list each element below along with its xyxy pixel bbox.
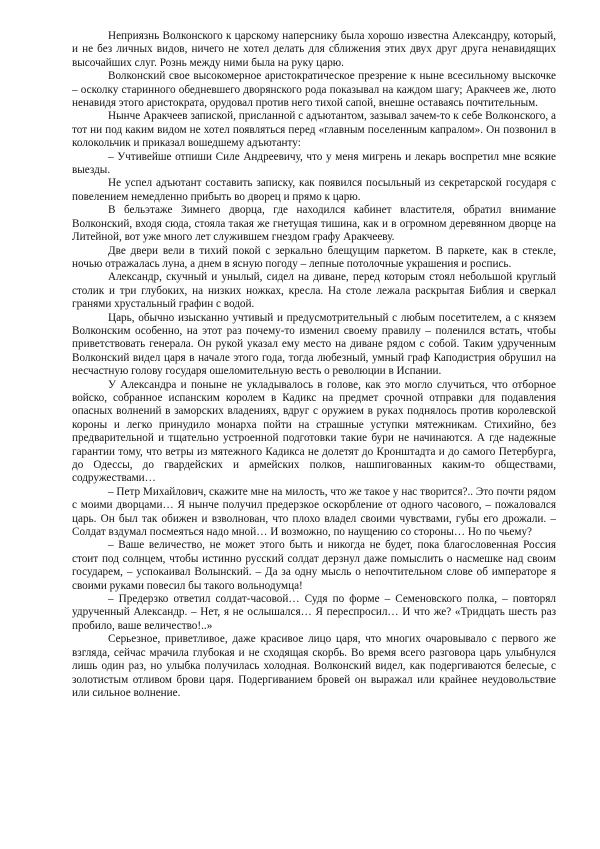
paragraph: – Ваше величество, не может этого быть и никогда не будет, пока благословенная Россия стоит под солнцем, чтобы истинно русский солдат дерзнул даже помыслить о насмешке над своим государем, – успокаивал Волынский. – Да за одну мысль о непочтительном слове об императоре я своими руками повесил бы такого вольнодумца! [72, 539, 556, 592]
paragraph: – Предерзко ответил солдат-часовой… Судя по форме – Семеновского полка, – повторял удрученный Александр. – Нет, я не ослышался… Я переспросил… И что же? «Тридцать шесть раз пробило, ваше величество!..» [72, 593, 556, 632]
document-page [72, 30, 556, 700]
paragraph: Неприязнь Волконского к царскому наперснику была хорошо известна Александру, который, и не без личных видов, ничего не хотел делать для сближения этих двух друг друга ненавидящих высочайших слуг. Рознь между ними была на руку царю. [72, 30, 556, 69]
paragraph: У Александра и поныне не укладывалось в голове, как это могло случиться, что отборное войско, собранное испанским королем в Кадикс на предмет срочной отправки для подавления опасных волнений в заморских владениях, вдруг с оружием в руках поднялось против королевской короны и легко принудило монарха пойти на страшные уступки мятежникам. Стихийно, без предварительной и тщательно устроенной подготовки такие бури не начинаются. А где надежные гарантии тому, что ветры из мятежного Кадикса не долетят до Кронштадта и до самого Петербурга, до Одессы, до гвардейских и армейских полков, нашпигованных каким-то обществами, содружествами… [72, 378, 556, 485]
paragraph: Две двери вели в тихий покой с зеркально блещущим паркетом. В паркете, как в стекле, ночью отражалась луна, а днем в ясную погоду – лепные потолочные украшения и роспись. [72, 244, 556, 270]
paragraph: – Петр Михайлович, скажите мне на милость, что же такое у нас творится?.. Это почти рядом с моими дворцами… Я нынче получил предерзкое оскорбление от одного часового, – пожаловался царь. Он был так обижен и взволнован, что плохо владел своими чувствами, губы его дрожали. – Солдат вздумал посмеяться надо мной… И возможно, по наущению со стороны… Но по чьему? [72, 485, 556, 539]
paragraph: В бельэтаже Зимнего дворца, где находился кабинет властителя, обратил внимание Волконский, входя сюда, стояла такая же гнетущая тишина, как и в огромном деревянном дворце на Литейной, вот уже много лет служившем гнездом графу Аракчееву. [72, 204, 556, 244]
paragraph: Царь, обычно изысканно учтивый и предусмотрительный с любым посетителем, а с князем Волконским особенно, на этот раз почему-то изменил своему правилу – поленился встать, чтобы приветствовать генерала. Он рукой указал ему место на диване рядом с собой. Таким удрученным Волконский видел царя в начале этого года, тогда любезный, умный граф Каподистрия обрушил на несчастную голову государя ошеломительную весть о революции в Испании. [72, 311, 556, 378]
paragraph: Не успел адъютант составить записку, как появился посыльный из секретарской государя с повелением немедленно прибыть во дворец и прямо к царю. [72, 177, 556, 203]
paragraph: Нынче Аракчеев запиской, присланной с адъютантом, зазывал зачем-то к себе Волконского, а тот ни под каким видом не хотел появляться перед «главным поселенным капралом». Он позвонил в колокольчик и приказал вошедшему адъютанту: [72, 110, 556, 150]
paragraph: Александр, скучный и унылый, сидел на диване, перед которым стоял небольшой круглый столик и три глубоких, на низких ножках, кресла. На столе лежала раскрытая Библия и сверкал гранями хрустальный графин с водой. [72, 271, 556, 311]
paragraph: – Учтивейше отпиши Силе Андреевичу, что у меня мигрень и лекарь воспретил мне всякие выезды. [72, 150, 556, 177]
paragraph: Волконский свое высокомерное аристократическое презрение к ныне всесильному выскочке – осколку старинного обедневшего дворянского рода показывал на каждом шагу; Аракчеев же, люто ненавидя этого аристократа, орудовал против него тихой сапой, внешне оставаясь почтительным. [72, 70, 556, 110]
paragraph: Серьезное, приветливое, даже красивое лицо царя, что многих очаровывало с первого же взгляда, сейчас мрачила глубокая и не сходящая скорбь. Во время всего разговора царь улыбнулся лишь один раз, но улыбка получилась холодная. Волконский видел, как подергиваются белесые, с золотистым отливом брови царя. Подергиванием бровей он выражал или крайнее неудовольствие или сильное волнение. [72, 633, 556, 699]
